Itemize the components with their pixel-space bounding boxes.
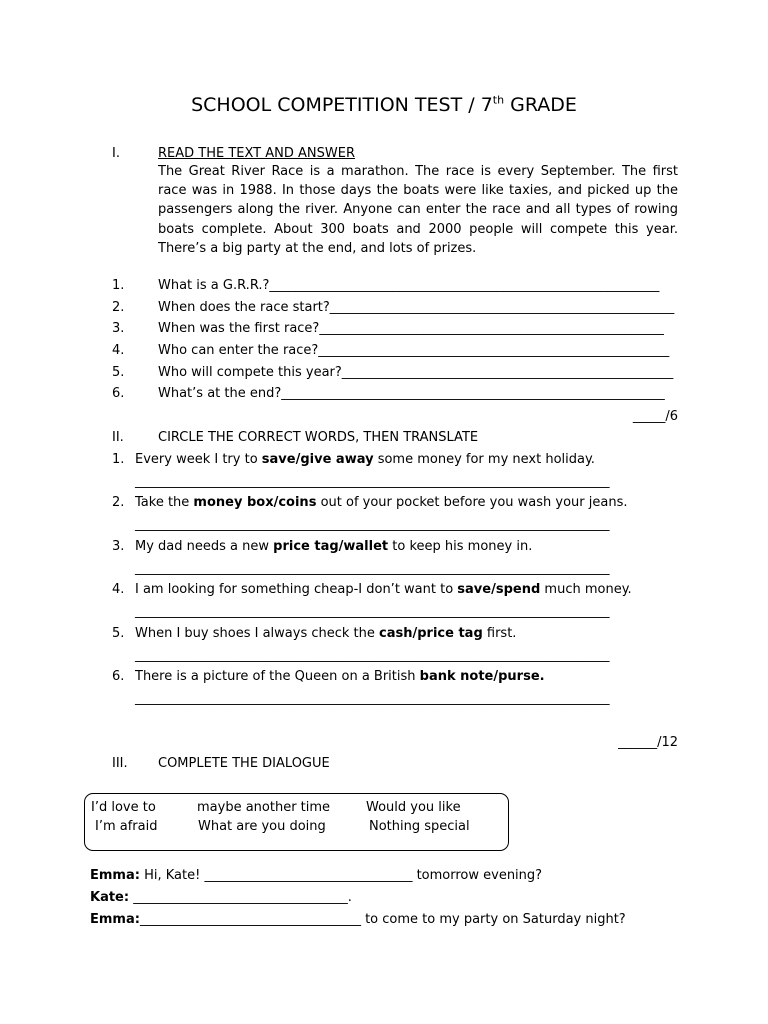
reading-passage: The Great River Race is a marathon. The race is every September. The first race was in 1988. In those days the boats were like taxies, and picked up the passengers along the river. Anyone can enter the race and all types of rowing boats complete. About 300 boats and 2000 people will compete this year. There’s a big party at the end, and lots of prizes. xyxy=(158,164,678,256)
speaker-name: Emma: xyxy=(90,868,140,883)
word-bank-item: I’d love to xyxy=(91,800,156,815)
answer-line: _________________________________________________________________________ xyxy=(135,604,610,619)
word-choice: cash/price tag xyxy=(379,626,483,641)
word-bank-box xyxy=(84,793,509,851)
item-sentence: I am looking for something cheap-I don’t want to save/spend much money. xyxy=(135,582,632,597)
dialogue-line: Emma:__________________________________ to come to my party on Saturday night? xyxy=(90,912,626,927)
answer-line: _________________________________________________________________________ xyxy=(135,561,610,576)
question-number: 1. xyxy=(112,278,125,293)
word-bank-item: What are you doing xyxy=(198,819,326,834)
section2-numeral: II. xyxy=(112,430,124,445)
word-choice: money box/coins xyxy=(193,495,317,510)
item-sentence: When I buy shoes I always check the cash/price tag first. xyxy=(135,626,517,641)
dialogue-line: Emma: Hi, Kate! ________________________________ tomorrow evening? xyxy=(90,868,543,883)
word-bank-item: I’m afraid xyxy=(95,819,158,834)
word-choice: bank note/purse. xyxy=(419,669,545,684)
section1-heading: READ THE TEXT AND ANSWER xyxy=(158,146,355,161)
item-sentence: My dad needs a new price tag/wallet to keep his money in. xyxy=(135,539,533,554)
question-number: 5. xyxy=(112,365,125,380)
item-number: 1. xyxy=(112,452,125,467)
word-bank-item: Nothing special xyxy=(369,819,470,834)
item-sentence: Take the money box/coins out of your pocket before you wash your jeans. xyxy=(135,495,628,510)
question-text: Who will compete this year?___________________________________________________ xyxy=(158,365,674,380)
item-number: 5. xyxy=(112,626,125,641)
page-title: SCHOOL COMPETITION TEST / 7th GRADE xyxy=(191,93,577,116)
question-text: What is a G.R.R.?____________________________________________________________ xyxy=(158,278,660,293)
title-superscript: th xyxy=(492,93,505,107)
question-number: 2. xyxy=(112,300,125,315)
section3-heading: COMPLETE THE DIALOGUE xyxy=(158,756,330,771)
word-choice: save/spend xyxy=(457,582,541,597)
item-number: 2. xyxy=(112,495,125,510)
item-number: 6. xyxy=(112,669,125,684)
section1-numeral: I. xyxy=(112,146,120,161)
item-number: 4. xyxy=(112,582,125,597)
section2-heading: CIRCLE THE CORRECT WORDS, THEN TRANSLATE xyxy=(158,430,479,445)
word-choice: save/give away xyxy=(261,452,374,467)
speaker-name: Emma: xyxy=(90,912,140,927)
dialogue-line: Kate: _________________________________. xyxy=(90,890,352,905)
question-text: Who can enter the race?______________________________________________________ xyxy=(158,343,670,358)
answer-line: _________________________________________________________________________ xyxy=(135,474,610,489)
item-sentence: Every week I try to save/give away some money for my next holiday. xyxy=(135,452,595,467)
answer-line: _________________________________________________________________________ xyxy=(135,517,610,532)
answer-line: _________________________________________________________________________ xyxy=(135,648,610,663)
section2-score: ______/12 xyxy=(618,735,678,750)
question-text: When was the first race?_____________________________________________________ xyxy=(158,321,664,336)
section1-score: _____/6 xyxy=(632,409,678,424)
question-number: 3. xyxy=(112,321,125,336)
word-bank-item: maybe another time xyxy=(197,800,331,815)
question-text: When does the race start?_____________________________________________________ xyxy=(158,300,675,315)
speaker-name: Kate: xyxy=(90,890,130,905)
word-choice: price tag/wallet xyxy=(273,539,389,554)
item-sentence: There is a picture of the Queen on a British bank note/purse. xyxy=(135,669,545,684)
question-number: 6. xyxy=(112,386,125,401)
item-number: 3. xyxy=(112,539,125,554)
question-text: What’s at the end?___________________________________________________________ xyxy=(158,386,665,401)
question-number: 4. xyxy=(112,343,125,358)
answer-line: _________________________________________________________________________ xyxy=(135,691,610,706)
word-bank-item: Would you like xyxy=(366,800,461,815)
section3-numeral: III. xyxy=(112,756,128,771)
